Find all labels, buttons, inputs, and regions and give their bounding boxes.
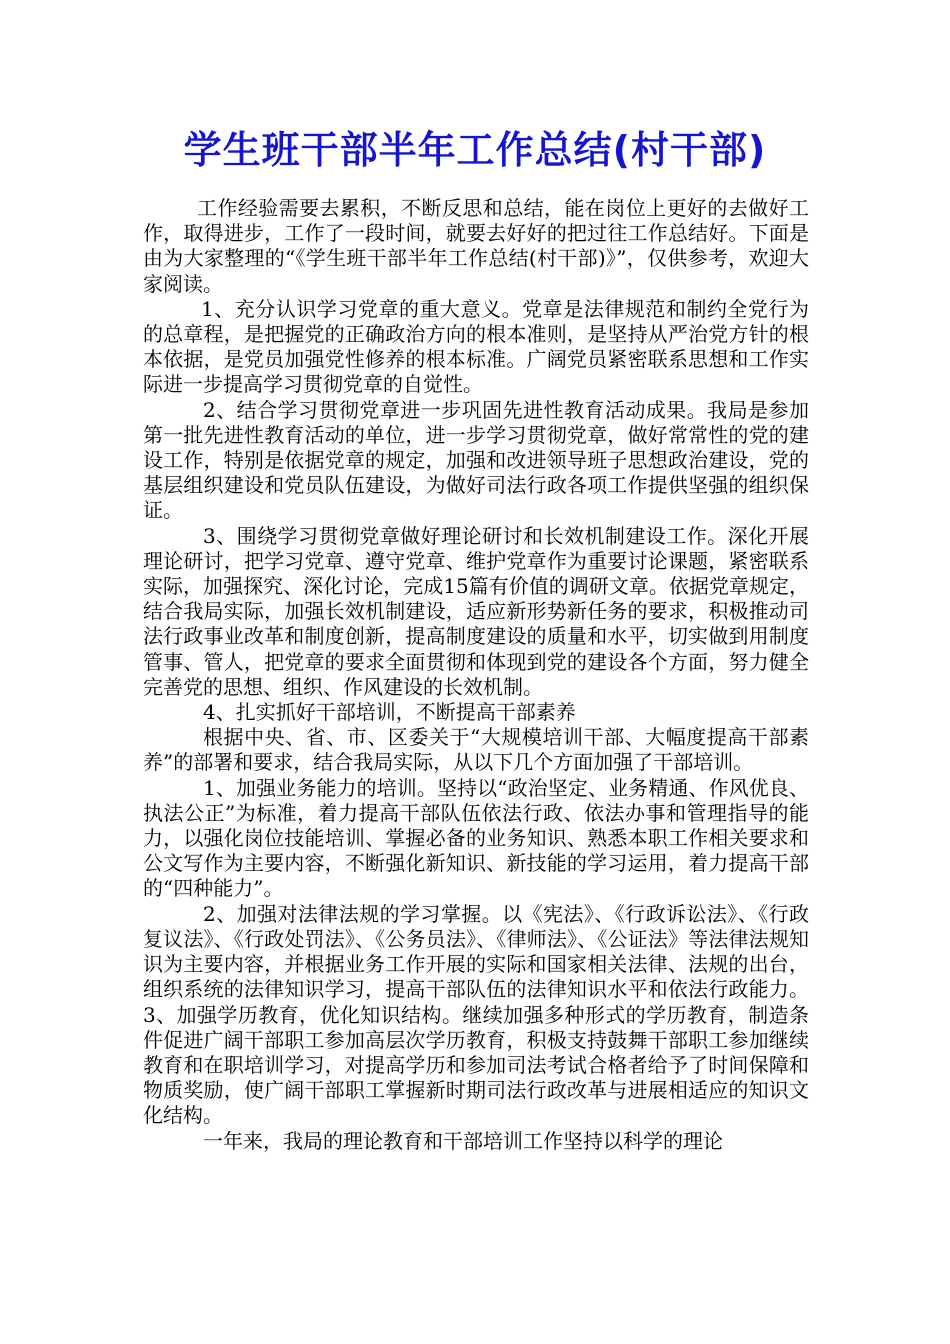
paragraph-training-1: 1、加强业务能力的培训。坚持以“政治坚定、业务精通、作风优良、执法公正”为标准，着力提高干部队伍依法行政、依法办事和管理指导的能力，以强化岗位技能培训、掌握必备的业务知识、熟悉本职工作相关要求和公文写作为主要内容，不断强化新知识、新技能的学习运用，着力提高干部的“四种能力”。: [143, 775, 809, 901]
paragraph-summary: 一年来，我局的理论教育和干部培训工作坚持以科学的理论: [203, 1128, 723, 1153]
paragraph-training-2: 2、加强对法律法规的学习掌握。以《宪法》、《行政诉讼法》、《行政复议法》、《行政处罚法》、《公务员法》、《律师法》、《公证法》等法律法规知识为主要内容，并根据业务工作开展的实际和国家相关法律、法规的出台，组织系统的法律知识学习，提高干部队伍的法律知识水平和依法行政能力。 3、加强学历教育，优化知识结构。继续加强多种形式的学历教育，制造条件促进广阔干部职工参加高层次学历教育，积极支持鼓舞干部职工参加继续教育和在职培训学习，对提高学历和参加司法考试合格者给予了时间保障和物质奖励，使广阔干部职工掌握新时期司法行政改革与进展相适应的知识文化结构。: [143, 901, 809, 1128]
paragraph-item-1: 1、充分认识学习党章的重大意义。党章是法律规范和制约全党行为的总章程，是把握党的正确政治方向的根本准则，是坚持从严治党方针的根本依据，是党员加强党性修养的根本标准。广阔党员紧密联系思想和工作实际进一步提高学习贯彻党章的自觉性。: [143, 296, 809, 397]
paragraph-heading-4: 4、扎实抓好干部培训，不断提高干部素养: [203, 700, 576, 725]
document-body: [143, 196, 809, 1154]
paragraph-intro: 工作经验需要去累积，不断反思和总结，能在岗位上更好的去做好工作，取得进步，工作了一段时间，就要去好好的把过往工作总结好。下面是由为大家整理的“《学生班干部半年工作总结(村干部)》”，仅供参考，欢迎大家阅读。: [143, 196, 809, 296]
paragraph-item-2: 2、结合学习贯彻党章进一步巩固先进性教育活动成果。我局是参加第一批先进性教育活动的单位，进一步学习贯彻党章，做好常常性的党的建设工作，特别是依据党章的规定，加强和改进领导班子思想政治建设，党的基层组织建设和党员队伍建设，为做好司法行政各项工作提供坚强的组织保证。: [143, 397, 809, 523]
paragraph-training-intro: 根据中央、省、市、区委关于“大规模培训干部、大幅度提高干部素养”的部署和要求，结合我局实际，从以下几个方面加强了干部培训。: [143, 725, 809, 775]
paragraph-item-3: 3、围绕学习贯彻党章做好理论研讨和长效机制建设工作。深化开展理论研讨，把学习党章、遵守党章、维护党章作为重要讨论课题，紧密联系实际，加强探究、深化讨论，完成15篇有价值的调研文章。依据党章规定，结合我局实际，加强长效机制建设，适应新形势新任务的要求，积极推动司法行政事业改革和制度创新，提高制度建设的质量和水平，切实做到用制度管事、管人，把党章的要求全面贯彻和体现到党的建设各个方面，努力健全完善党的思想、组织、作风建设的长效机制。: [143, 523, 809, 699]
document-title: 学生班干部半年工作总结(村干部): [183, 128, 767, 172]
